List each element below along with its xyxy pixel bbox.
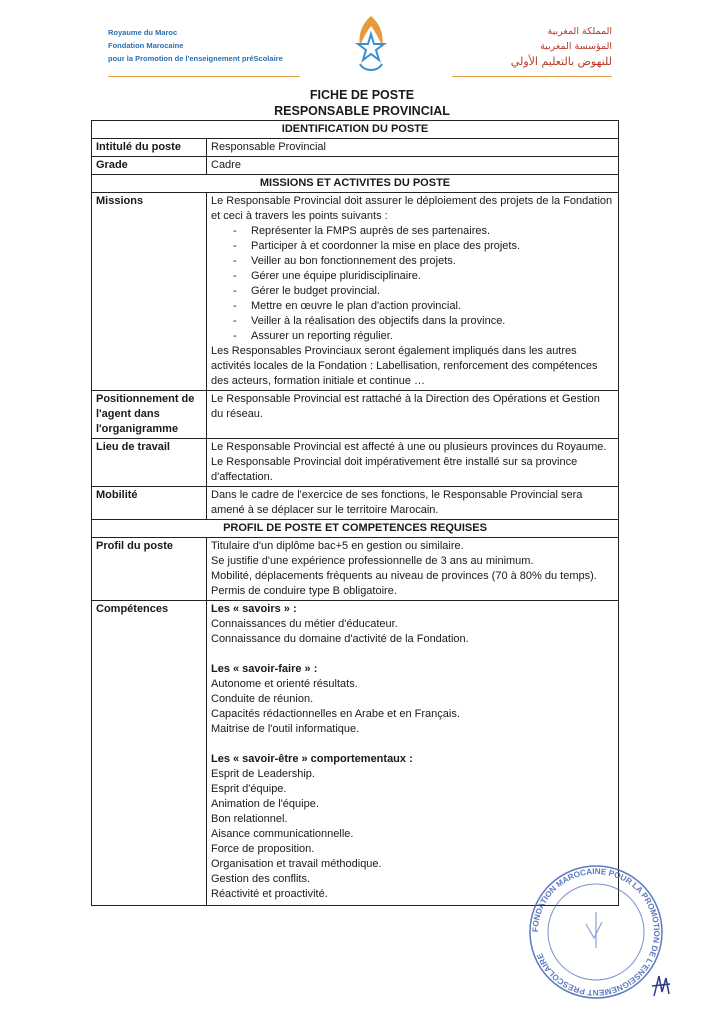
lieu-line: Le Responsable Provincial doit impérativement être installé sur sa province d'affectation. bbox=[211, 456, 578, 483]
savoir-item: Connaissances du métier d'éducateur. bbox=[211, 618, 398, 630]
mission-item: - Participer à et coordonner la mise en place des projets. bbox=[233, 239, 614, 254]
job-sheet-table bbox=[91, 120, 619, 906]
savoir-item: Connaissance du domaine d'activité de la Fondation. bbox=[211, 633, 469, 645]
header-fr-line: Royaume du Maroc bbox=[108, 28, 178, 37]
savoir-etre-item: Gestion des conflits. bbox=[211, 873, 311, 885]
spacer bbox=[211, 737, 614, 752]
profil-line: Mobilité, déplacements fréquents au niveau de provinces (70 à 80% du temps). bbox=[211, 570, 597, 582]
signature-mark bbox=[650, 972, 672, 1000]
missions-outro: Les Responsables Provinciaux seront également impliqués dans les autres activités locales de la Fondation : Labellisation, renforcement des compétences des acteurs, formation initiale et continue … bbox=[211, 345, 598, 387]
profil-line: Se justifie d'une expérience professionnelle de 3 ans au minimum. bbox=[211, 555, 534, 567]
foundation-logo-icon bbox=[350, 14, 392, 78]
competences-value bbox=[207, 601, 619, 906]
missions-list bbox=[211, 224, 614, 344]
savoir-faire-item: Capacités rédactionnelles en Arabe et en Français. bbox=[211, 708, 460, 720]
mission-item: - Représenter la FMPS auprès de ses partenaires. bbox=[233, 224, 614, 239]
grade-label: Grade bbox=[92, 157, 207, 175]
savoir-etre-item: Bon relationnel. bbox=[211, 813, 288, 825]
savoir-etre-title: Les « savoir-être » comportementaux : bbox=[211, 753, 413, 765]
header-fr-line: pour la Promotion de l'enseignement préScolaire bbox=[108, 54, 283, 63]
header-fr-line: Fondation Marocaine bbox=[108, 41, 184, 50]
section-identification-heading: IDENTIFICATION DU POSTE bbox=[92, 121, 619, 139]
intitule-label: Intitulé du poste bbox=[92, 139, 207, 157]
savoir-faire-item: Conduite de réunion. bbox=[211, 693, 314, 705]
missions-intro: Le Responsable Provincial doit assurer le déploiement des projets de la Fondation et ceci à travers les points suivants : bbox=[211, 195, 613, 222]
savoir-etre-item: Force de proposition. bbox=[211, 843, 315, 855]
header-ar-line: المملكة المغربية bbox=[547, 26, 612, 37]
savoir-etre-item: Réactivité et proactivité. bbox=[211, 888, 328, 900]
savoir-etre-item: Esprit d'équipe. bbox=[211, 783, 287, 795]
header-org-name-ar bbox=[511, 24, 612, 69]
mobilite-label: Mobilité bbox=[92, 487, 207, 520]
savoir-etre-item: Aisance communicationnelle. bbox=[211, 828, 354, 840]
mission-item: - Mettre en œuvre le plan d'action provincial. bbox=[233, 299, 614, 314]
grade-value: Cadre bbox=[207, 157, 619, 175]
stamp-text: FONDATION MAROCAINE POUR LA PROMOTION DE L'ENSEIGNEMENT PRESCOLAIRE bbox=[530, 866, 662, 998]
mobilite-value: Dans le cadre de l'exercice de ses fonctions, le Responsable Provincial sera amené à se déplacer sur le territoire Marocain. bbox=[207, 487, 619, 520]
lieu-value bbox=[207, 439, 619, 487]
savoir-faire-item: Autonome et orienté résultats. bbox=[211, 678, 358, 690]
doc-subtitle: RESPONSABLE PROVINCIAL bbox=[274, 104, 450, 118]
savoirs-title: Les « savoirs » : bbox=[211, 603, 297, 615]
header-org-name-fr bbox=[108, 26, 283, 65]
profil-label: Profil du poste bbox=[92, 538, 207, 601]
positionnement-value: Le Responsable Provincial est rattaché à la Direction des Opérations et Gestion du réseau. bbox=[207, 391, 619, 439]
lieu-label: Lieu de travail bbox=[92, 439, 207, 487]
positionnement-label: Positionnement de l'agent dans l'organigramme bbox=[92, 391, 207, 439]
header-ar-line: للنهوض بالتعليم الأولي bbox=[510, 55, 612, 68]
profil-line: Titulaire d'un diplôme bac+5 en gestion ou similaire. bbox=[211, 540, 464, 552]
missions-value bbox=[207, 193, 619, 391]
savoir-faire-item: Maitrise de l'outil informatique. bbox=[211, 723, 360, 735]
competences-label: Compétences bbox=[92, 601, 207, 906]
header-ar-line: المؤسسة المغربية bbox=[540, 41, 612, 52]
profil-value bbox=[207, 538, 619, 601]
mission-item: - Gérer le budget provincial. bbox=[233, 284, 614, 299]
mission-item: - Gérer une équipe pluridisciplinaire. bbox=[233, 269, 614, 284]
header-divider-right bbox=[452, 76, 612, 77]
profil-line: Permis de conduire type B obligatoire. bbox=[211, 585, 397, 597]
section-profil-heading: PROFIL DE POSTE ET COMPETENCES REQUISES bbox=[92, 520, 619, 538]
savoir-faire-title: Les « savoir-faire » : bbox=[211, 663, 318, 675]
mission-item: - Assurer un reporting régulier. bbox=[233, 329, 614, 344]
doc-title: FICHE DE POSTE bbox=[309, 88, 415, 102]
mission-item: - Veiller au bon fonctionnement des projets. bbox=[233, 254, 614, 269]
header-divider-left bbox=[108, 76, 300, 77]
savoir-etre-item: Animation de l'équipe. bbox=[211, 798, 319, 810]
lieu-line: Le Responsable Provincial est affecté à une ou plusieurs provinces du Royaume. bbox=[211, 441, 607, 453]
spacer bbox=[211, 647, 614, 662]
mission-item: - Veiller à la réalisation des objectifs dans la province. bbox=[233, 314, 614, 329]
section-missions-heading: MISSIONS ET ACTIVITES DU POSTE bbox=[92, 175, 619, 193]
intitule-value: Responsable Provincial bbox=[207, 139, 619, 157]
savoir-etre-item: Organisation et travail méthodique. bbox=[211, 858, 382, 870]
savoir-etre-item: Esprit de Leadership. bbox=[211, 768, 315, 780]
missions-label: Missions bbox=[92, 193, 207, 391]
